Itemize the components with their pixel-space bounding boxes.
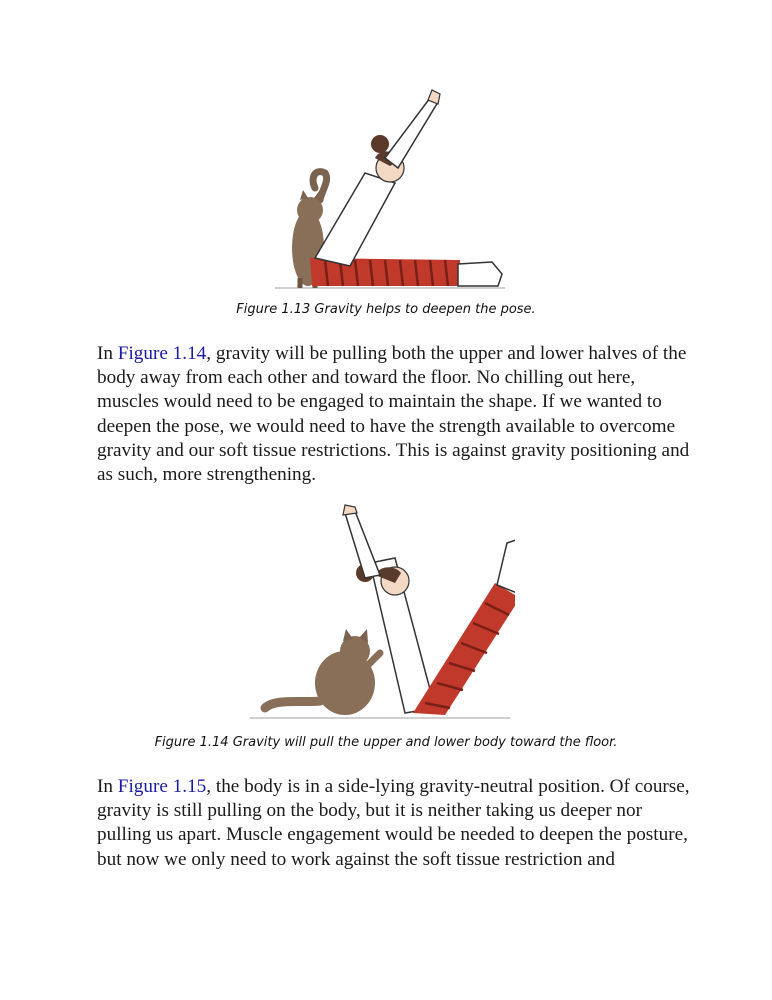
- figure-1-14-caption: Figure 1.14 Gravity will pull the upper and lower body toward the floor.: [154, 735, 618, 750]
- paragraph-1: [97, 342, 697, 487]
- paragraph-2: [97, 775, 697, 872]
- torso-drawing: [315, 90, 440, 266]
- paragraph-1-text: , gravity will be pulling both the upper and lower halves of the body away from each other and toward the floor. No chilling out here, muscles would need to be engaged to maintain the shape. If we wanted to deepen the pose, we would need to have the strength available to overcome gravity and our soft tissue restrictions. This is against gravity positioning and as such, more strengthening.: [97, 343, 690, 486]
- paragraph-2-text: , the body is in a side-lying gravity-neutral position. Of course, gravity is still pulling on the body, but it is neither taking us deeper nor pulling us apart. Muscle engagement would be needed to deepen the posture, but now we only need to work against the soft tissue restriction and: [97, 776, 690, 870]
- paragraph-2-prefix: In: [97, 776, 118, 797]
- figure-1-14-link[interactable]: Figure 1.14: [117, 343, 207, 364]
- figure-1-13-caption: Figure 1.13 Gravity helps to deepen the pose.: [236, 302, 536, 317]
- figure-1-14-illustration: [245, 503, 515, 723]
- paragraph-1-prefix: In: [97, 343, 118, 364]
- figure-1-15-link[interactable]: Figure 1.15: [117, 776, 207, 797]
- cat-drawing: [265, 629, 380, 715]
- figure-1-13-illustration: [270, 88, 510, 293]
